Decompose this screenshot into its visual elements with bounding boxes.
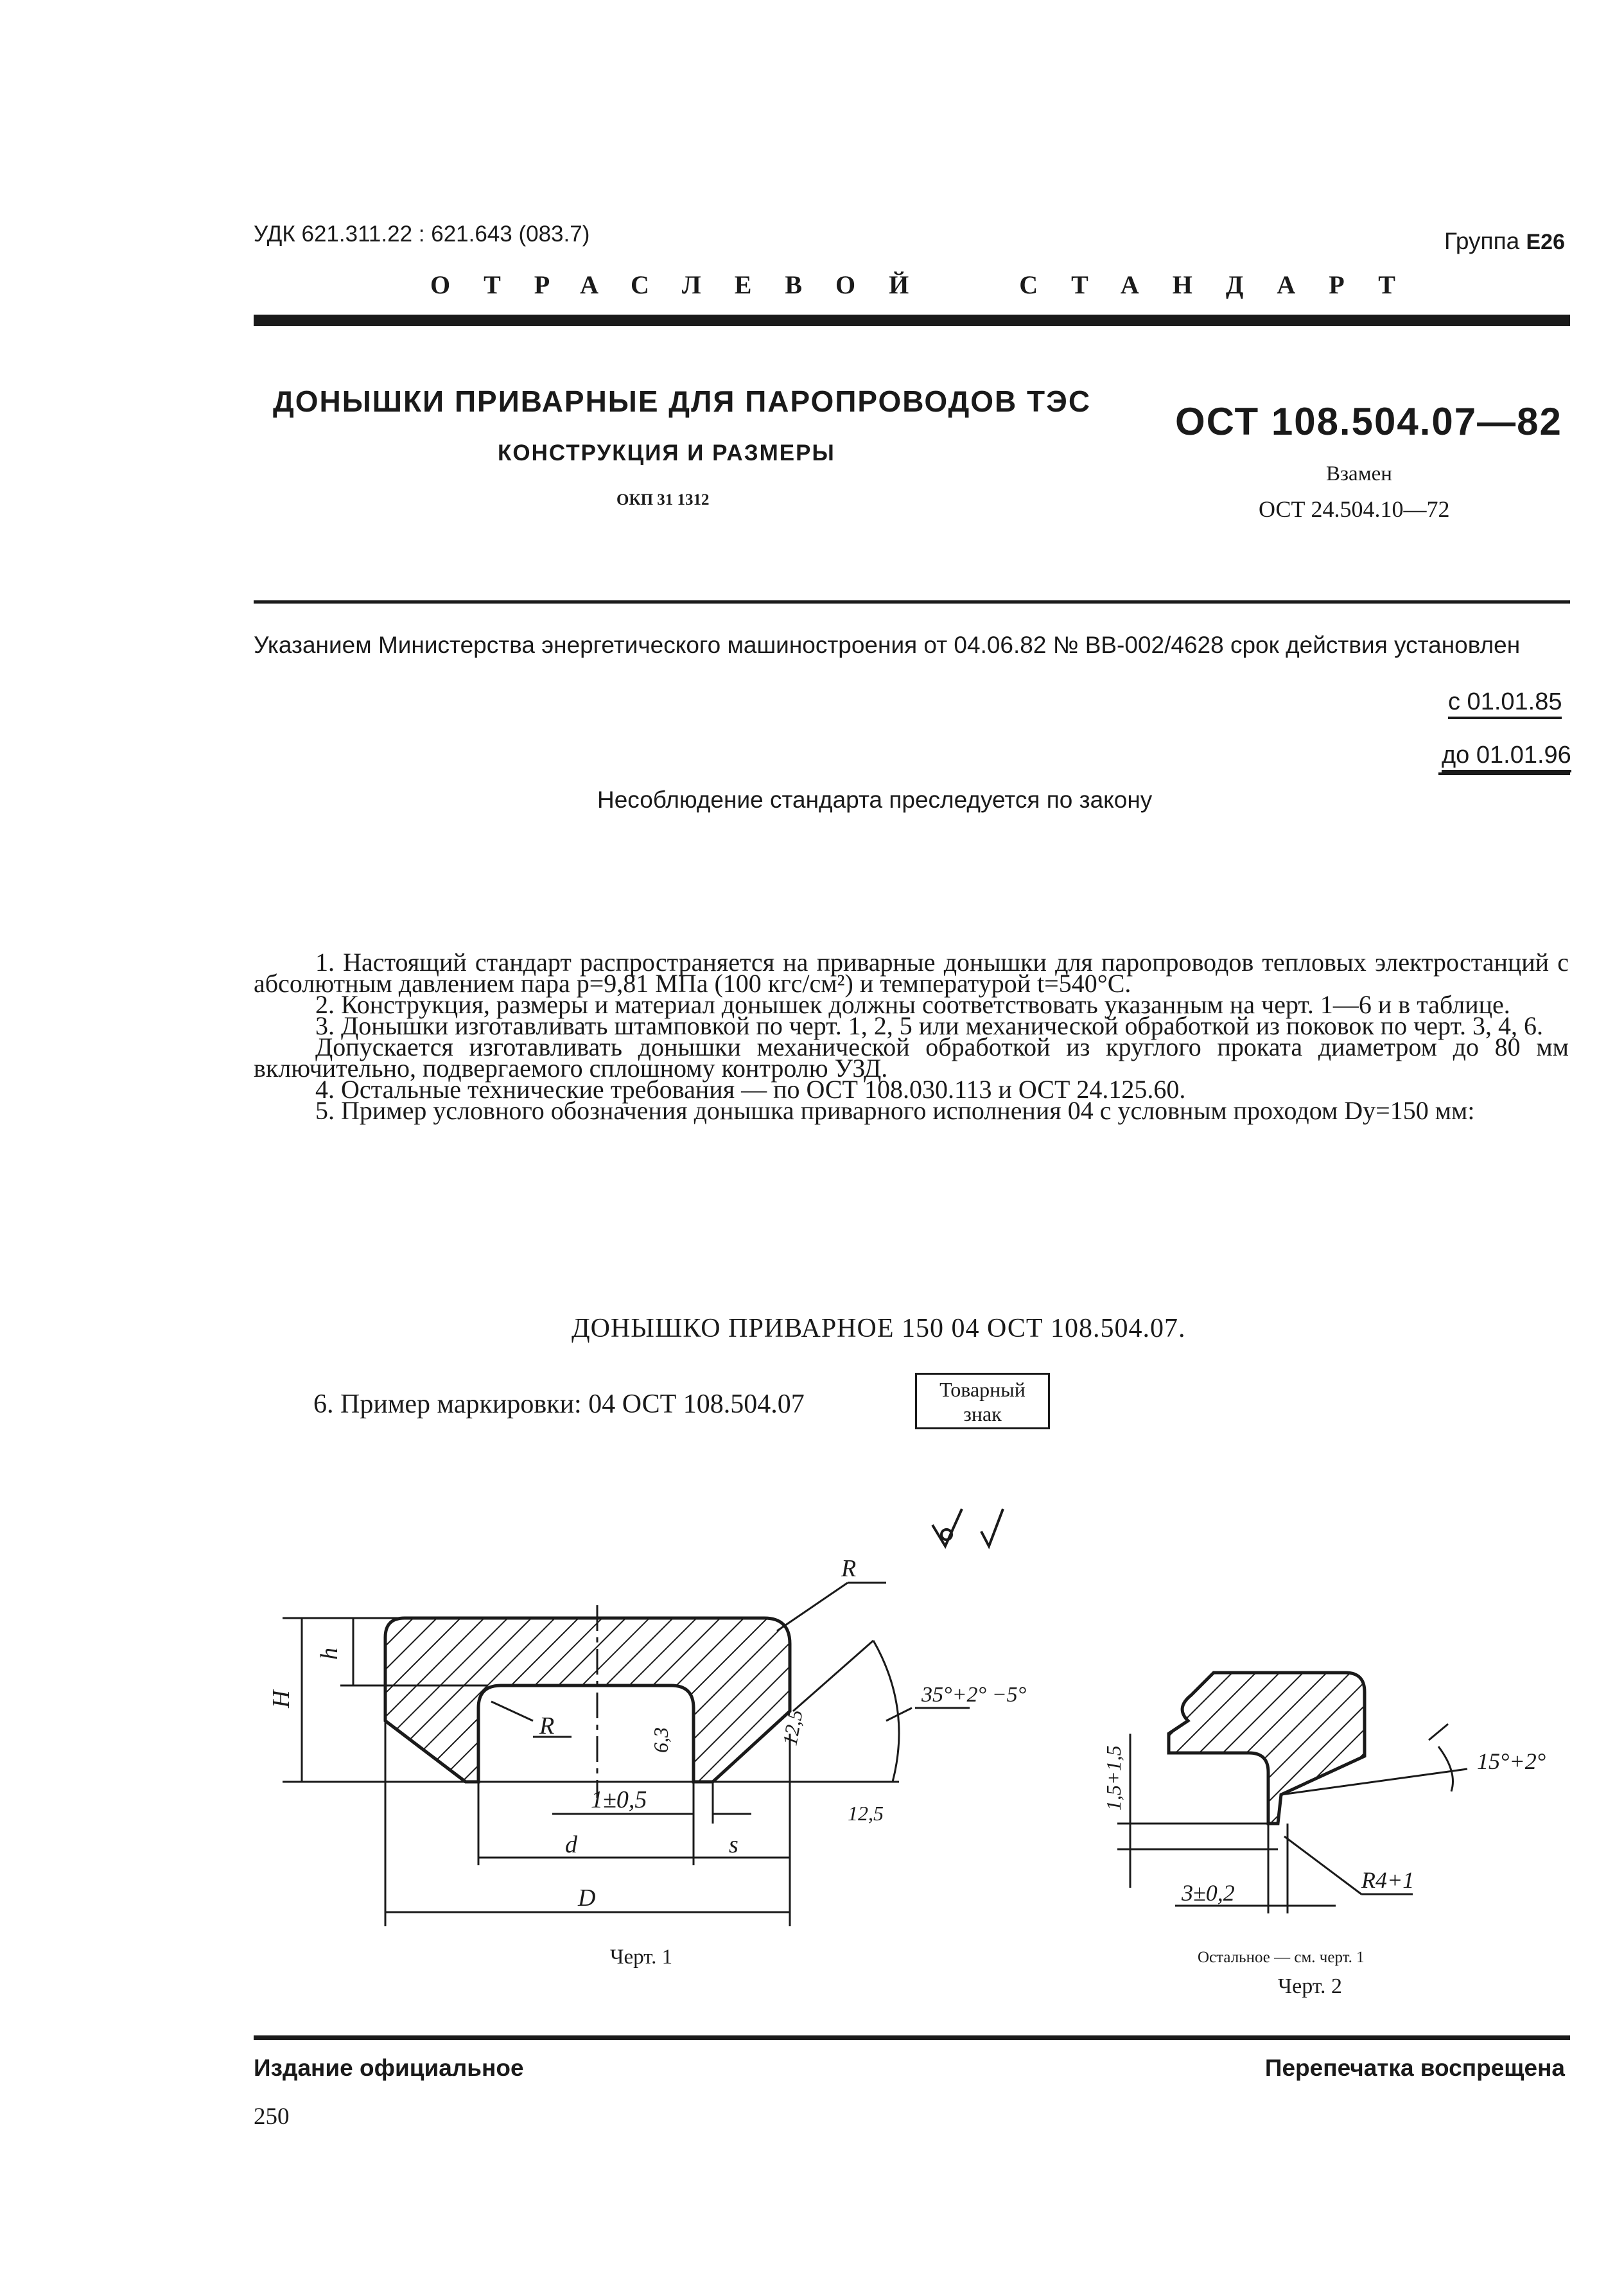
category-word1: ОТРАСЛЕВОЙ bbox=[430, 270, 943, 299]
replaces-label: Взамен bbox=[1326, 462, 1392, 485]
label-d: d bbox=[565, 1831, 577, 1858]
group-label: Группа bbox=[1444, 228, 1520, 254]
label-tol-1: 1±0,5 bbox=[591, 1786, 647, 1813]
label-s: s bbox=[729, 1831, 738, 1858]
figure-2-note: Остальное — см. черт. 1 bbox=[1198, 1949, 1365, 1966]
paragraph-3b: Допускается изготавливать донышки механической обработкой из круглого проката диаметром до 80 мм включительно, подвергаемого сплошному контролю УЗД. bbox=[254, 1032, 1569, 1083]
okp-code: ОКП 31 1312 bbox=[616, 491, 710, 509]
label-roughness-125b: 12,5 bbox=[848, 1802, 884, 1825]
label-R-outer: R bbox=[841, 1555, 857, 1582]
paragraph-5: 5. Пример условного обозначения донышка приварного исполнения 04 с условным проходом Dу=150 мм: bbox=[315, 1096, 1475, 1125]
decree-text: Указанием Министерства энергетического машиностроения от 04.06.82 № ВВ-002/4628 срок действия установлен bbox=[254, 632, 1521, 658]
page-subtitle: КОНСТРУКЦИЯ И РАЗМЕРЫ bbox=[498, 440, 835, 466]
category-word2: СТАНДАРТ bbox=[1019, 270, 1429, 299]
label-angle-15: 15°+2° bbox=[1477, 1748, 1546, 1774]
page-title: ДОНЫШКИ ПРИВАРНЫЕ ДЛЯ ПАРОПРОВОДОВ ТЭС bbox=[273, 385, 1092, 418]
label-H: H bbox=[268, 1690, 295, 1708]
law-notice: Несоблюдение стандарта преследуется по закону bbox=[597, 787, 1153, 813]
designation-example: ДОНЫШКО ПРИВАРНОЕ 150 04 ОСТ 108.504.07. bbox=[572, 1314, 1186, 1343]
replaces-value: ОСТ 24.504.10—72 bbox=[1259, 496, 1450, 522]
reprint-note: Перепечатка воспрещена bbox=[1264, 2055, 1565, 2081]
figure-2-caption: Черт. 2 bbox=[1278, 1974, 1343, 1998]
paragraph-3: 3. Донышки изготавливать штамповкой по черт. 1, 2, 5 или механической обработкой из поковок по черт. 3, 4, 6. bbox=[315, 1011, 1543, 1040]
figure-1-section bbox=[385, 1618, 790, 1782]
group-value: Е26 bbox=[1526, 230, 1565, 254]
paragraph-2: 2. Конструкция, размеры и материал донышек должны соответствовать указанным на черт. 1—6 и в таблице. bbox=[315, 990, 1510, 1019]
marking-example: 6. Пример маркировки: 04 ОСТ 108.504.07 bbox=[313, 1389, 805, 1419]
roughness-symbol bbox=[932, 1509, 1003, 1546]
udk-code: УДК 621.311.22 : 621.643 (083.7) bbox=[254, 222, 590, 247]
label-D: D bbox=[578, 1885, 596, 1912]
paragraph-1: 1. Настоящий стандарт распространяется на приварные донышки для паропроводов тепловых электростанций с абсолютным давлением пара p=9,81 МПа (100 кгс/см²) и температурой t=540°С. bbox=[254, 948, 1569, 998]
label-radius-4: R4+1 bbox=[1361, 1867, 1415, 1893]
label-tol-3: 3±0,2 bbox=[1182, 1880, 1235, 1906]
figure-2-section bbox=[1169, 1673, 1365, 1824]
valid-to-text: до 01.01.96 bbox=[1442, 742, 1571, 772]
footer-rule bbox=[254, 2035, 1570, 2040]
label-angle-35: 35°+2° −5° bbox=[921, 1683, 1027, 1707]
trademark-line1: Товарный bbox=[939, 1378, 1026, 1401]
label-height-15: 1,5+1,5 bbox=[1102, 1745, 1125, 1811]
ost-number: ОСТ 108.504.07—82 bbox=[1175, 400, 1562, 443]
valid-from-text: с 01.01.85 bbox=[1448, 688, 1562, 719]
figure-1-caption: Черт. 1 bbox=[610, 1946, 673, 1969]
page-number: 250 bbox=[254, 2103, 290, 2130]
label-roughness-125a: 12,5 bbox=[778, 1707, 807, 1748]
paragraph-4: 4. Остальные технические требования — по ОСТ 108.030.113 и ОСТ 24.125.60. bbox=[315, 1075, 1186, 1104]
label-h: h bbox=[316, 1648, 343, 1660]
label-roughness-63: 6,3 bbox=[649, 1727, 672, 1753]
trademark-line2: знак bbox=[963, 1402, 1002, 1425]
edition-note: Издание официальное bbox=[254, 2055, 524, 2081]
label-R-inner: R bbox=[539, 1712, 555, 1739]
